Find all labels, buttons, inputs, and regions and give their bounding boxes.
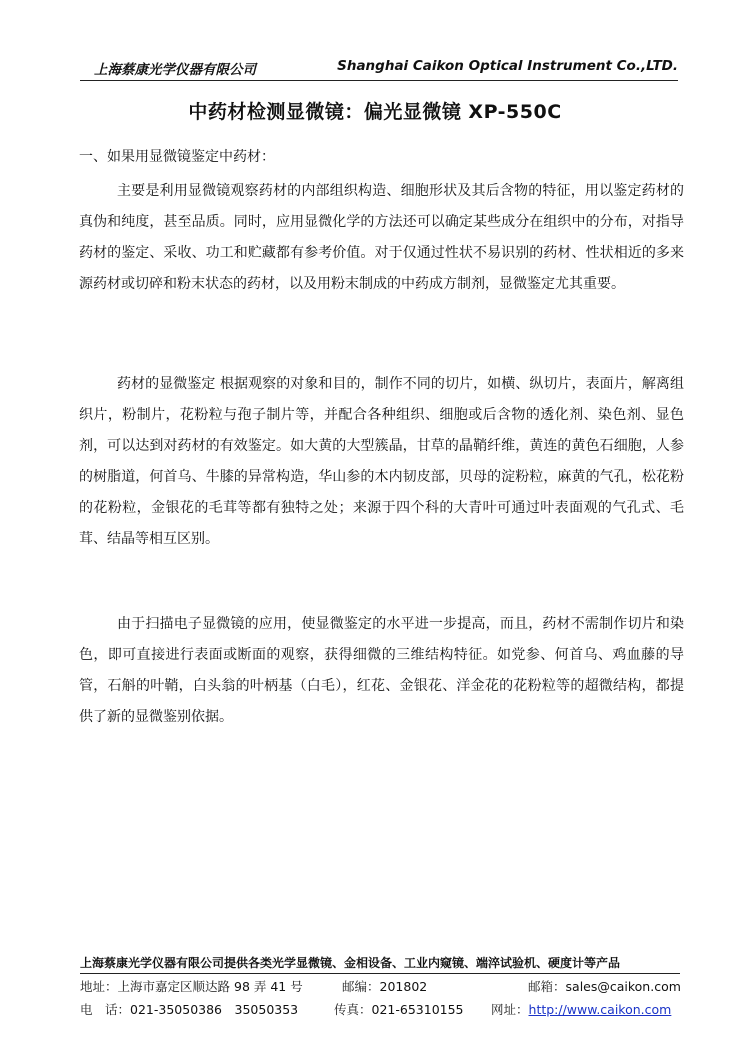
footer-address — [80, 977, 303, 995]
paragraph-electron-microscope: 由于扫描电子显微镜的应用，使显微鉴定的水平进一步提高，而且，药材不需制作切片和染色，即可直接进行表面或断面的观察，获得细微的三维结构特征。如党参、何首乌、鸡血藤的导管，石斛的叶鞘，白头翁的叶柄基（白毛），红花、金银花、洋金花的花粉粒等的超微结构，都提供了新的显微鉴别依据。 — [79, 616, 684, 725]
email-value[interactable]: sales@caikon.com — [565, 979, 681, 994]
header-company-cn: 上海蔡康光学仪器有限公司 — [94, 62, 256, 78]
phone-label: 电 话： — [80, 1002, 131, 1017]
website-link[interactable]: http://www.caikon.com — [528, 1002, 672, 1017]
footer-website — [491, 1000, 671, 1018]
fax-value: 021-65310155 — [371, 1002, 464, 1017]
postcode-label: 邮编： — [342, 979, 380, 994]
footer-contact-row — [80, 977, 680, 997]
document-title: 中药材检测显微镜：偏光显微镜 XP-550C — [188, 101, 562, 123]
paragraph-microscopic-identification: 药材的显微鉴定 根据观察的对象和目的，制作不同的切片，如横、纵切片，表面片，解离组织片，粉制片，花粉粒与孢子制片等，并配合各种组织、细胞或后含物的透化剂、染色剂、显色剂，可以达到对药材的有效鉴定。如大黄的大型簇晶，甘草的晶鞘纤维，黄连的黄色石细胞，人参的树脂道，何首乌、牛膝的异常构造，华山参的木内韧皮部，贝母的淀粉粒，麻黄的气孔，松花粉的花粉粒，金银花的毛茸等都有独特之处；来源于四个科的大青叶可通过叶表面观的气孔式、毛茸、结晶等相互区别。 — [79, 376, 684, 547]
address-value: 上海市嘉定区顺达路 98 弄 41 号 — [117, 979, 303, 994]
footer-email — [528, 977, 681, 995]
paragraph-intro: 主要是利用显微镜观察药材的内部组织构造、细胞形状及其后含物的特征，用以鉴定药材的真伪和纯度，甚至品质。同时，应用显微化学的方法还可以确定某些成分在组织中的分布，对指导药材的鉴定、采收、功工和贮藏都有参考价值。对于仅通过性状不易识别的药材、性状相近的多来源药材或切碎和粉末状态的药材，以及用粉末制成的中药成方制剂，显微鉴定尤其重要。 — [79, 183, 684, 292]
fax-label: 传真： — [334, 1002, 372, 1017]
footer-fax — [334, 1000, 464, 1018]
email-label: 邮箱： — [528, 979, 566, 994]
footer-company-line: 上海蔡康光学仪器有限公司提供各类光学显微镜、金相设备、工业内窥镜、端淬试验机、硬度计等产品 — [80, 954, 680, 974]
footer-phone — [80, 1000, 298, 1018]
header-company-en: Shanghai Caikon Optical Instrument Co.,LTD. — [337, 58, 678, 74]
footer-postcode — [342, 977, 427, 995]
postcode-value: 201802 — [379, 979, 428, 994]
section-heading: 一、如果用显微镜鉴定中药材： — [79, 149, 275, 165]
page-header — [80, 54, 678, 81]
website-label: 网址： — [491, 1002, 529, 1017]
address-label: 地址： — [80, 979, 118, 994]
footer-contact-row — [80, 1000, 680, 1020]
phone-value: 021-35050386 35050353 — [130, 1002, 299, 1017]
